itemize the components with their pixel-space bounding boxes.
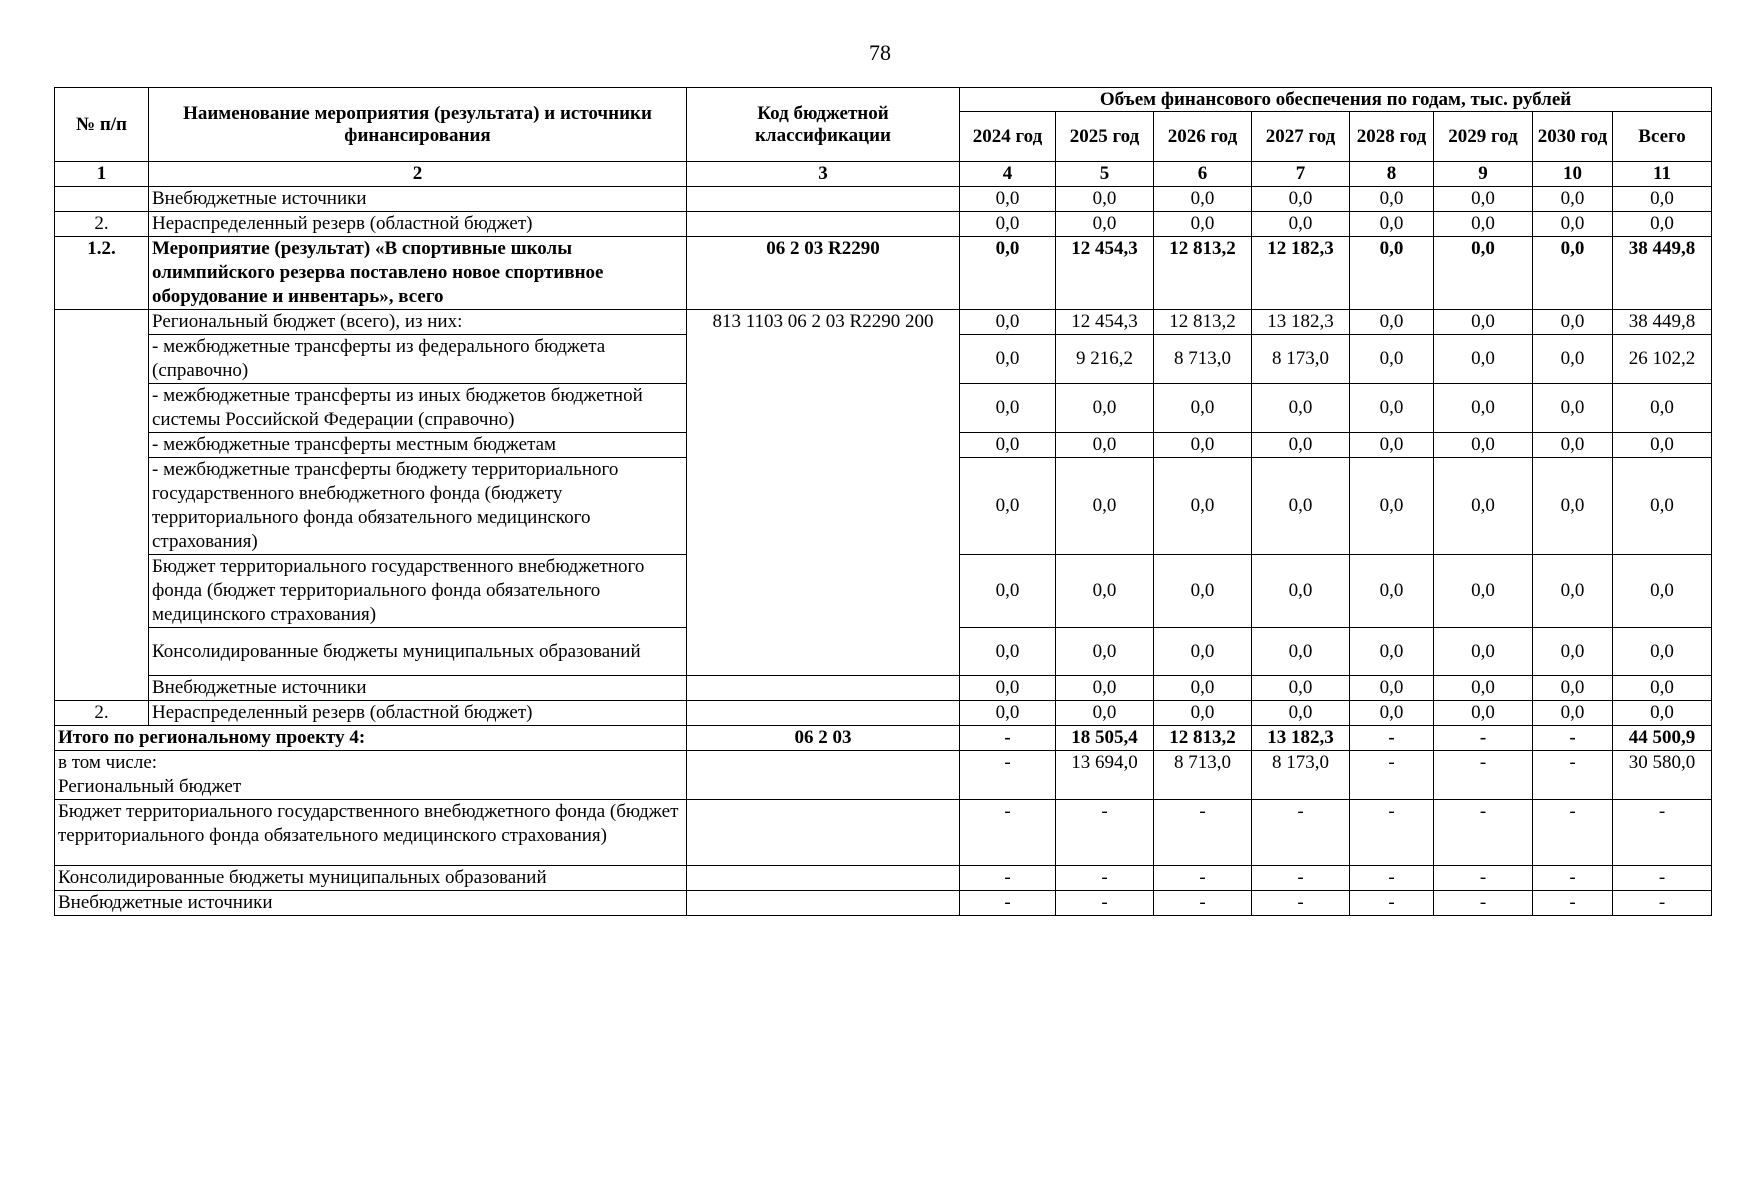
value-cell: 0,0 <box>1533 433 1613 458</box>
value-cell: 0,0 <box>1613 676 1712 701</box>
value-cell: 0,0 <box>1350 187 1434 212</box>
value-cell: 0,0 <box>960 212 1056 237</box>
header-name: Наименование мероприятия (результата) и источники финансирования <box>149 88 687 162</box>
total-code-cell <box>687 891 960 916</box>
total-value-cell: - <box>960 800 1056 866</box>
value-cell: 0,0 <box>960 628 1056 676</box>
value-cell: 0,0 <box>1350 458 1434 555</box>
row-num-cell <box>55 187 149 212</box>
header-year: 2024 год <box>960 112 1056 162</box>
value-cell: 0,0 <box>1533 187 1613 212</box>
total-label-cell: Итого по региональному проекту 4: <box>55 726 687 751</box>
total-value-cell: - <box>1056 800 1154 866</box>
total-value-cell: - <box>1533 751 1613 800</box>
header-total: Всего <box>1613 112 1712 162</box>
value-cell: 0,0 <box>1350 237 1434 310</box>
value-cell: 0,0 <box>1434 628 1533 676</box>
value-cell: 0,0 <box>1154 187 1252 212</box>
row-name-cell: Нераспределенный резерв (областной бюджет) <box>149 701 687 726</box>
total-value-cell: - <box>1056 866 1154 891</box>
index-cell: 9 <box>1434 162 1533 187</box>
value-cell: 0,0 <box>1056 187 1154 212</box>
value-cell: 0,0 <box>1434 187 1533 212</box>
value-cell: 0,0 <box>1056 555 1154 628</box>
value-cell: 0,0 <box>960 676 1056 701</box>
index-cell: 4 <box>960 162 1056 187</box>
index-cell: 3 <box>687 162 960 187</box>
row-code-cell <box>687 187 960 212</box>
total-value-cell: - <box>1533 800 1613 866</box>
header-year: 2025 год <box>1056 112 1154 162</box>
value-cell: 0,0 <box>1434 384 1533 433</box>
row-name-cell: - межбюджетные трансферты бюджету территориального государственного внебюджетного фонда (бюджету территориального фонда обязательного медицинского страхования) <box>149 458 687 555</box>
table-row <box>55 676 1712 701</box>
header-year: 2027 год <box>1252 112 1350 162</box>
value-cell: 9 216,2 <box>1056 335 1154 384</box>
header-year: 2029 год <box>1434 112 1533 162</box>
header-year: 2030 год <box>1533 112 1613 162</box>
total-regional-row <box>55 751 1712 800</box>
index-cell: 5 <box>1056 162 1154 187</box>
row-code-cell <box>687 212 960 237</box>
value-cell: 0,0 <box>1434 335 1533 384</box>
index-cell: 7 <box>1252 162 1350 187</box>
total-value-cell: 13 694,0 <box>1056 751 1154 800</box>
table-row <box>55 187 1712 212</box>
value-cell: 0,0 <box>1154 555 1252 628</box>
value-cell: 38 449,8 <box>1613 310 1712 335</box>
total-value-cell: - <box>960 891 1056 916</box>
value-cell: 0,0 <box>1252 212 1350 237</box>
total-value-cell: - <box>1434 800 1533 866</box>
total-value-cell: - <box>1533 866 1613 891</box>
value-cell: 0,0 <box>960 237 1056 310</box>
row-name-cell: - межбюджетные трансферты из иных бюджетов бюджетной системы Российской Федерации (справочно) <box>149 384 687 433</box>
value-cell: 0,0 <box>1434 212 1533 237</box>
row-code-cell: 06 2 03 R2290 <box>687 237 960 310</box>
row-name-cell: Внебюджетные источники <box>149 676 687 701</box>
value-cell: 0,0 <box>1533 212 1613 237</box>
total-value-cell: - <box>1434 866 1533 891</box>
value-cell: 0,0 <box>1533 237 1613 310</box>
total-value-cell: 13 182,3 <box>1252 726 1350 751</box>
value-cell: 0,0 <box>1533 335 1613 384</box>
total-value-cell: - <box>1533 891 1613 916</box>
total-value-cell: - <box>1533 726 1613 751</box>
value-cell: 26 102,2 <box>1613 335 1712 384</box>
value-cell: 0,0 <box>1613 187 1712 212</box>
value-cell: 0,0 <box>1434 310 1533 335</box>
value-cell: 0,0 <box>960 555 1056 628</box>
total-value-cell: - <box>1252 866 1350 891</box>
header-num: № п/п <box>55 88 149 162</box>
total-value-cell: - <box>960 866 1056 891</box>
value-cell: 13 182,3 <box>1252 310 1350 335</box>
row-name-cell: Мероприятие (результат) «В спортивные школы олимпийского резерва поставлено новое спортивное оборудование и инвентарь», всего <box>149 237 687 310</box>
value-cell: 0,0 <box>960 701 1056 726</box>
row-code-cell: 813 1103 06 2 03 R2290 200 <box>687 310 960 676</box>
total-value-cell: - <box>1252 800 1350 866</box>
total-value-cell: - <box>1056 891 1154 916</box>
total-value-cell: - <box>1154 891 1252 916</box>
value-cell: 0,0 <box>1056 212 1154 237</box>
row-num-cell <box>55 310 149 701</box>
value-cell: 0,0 <box>1434 458 1533 555</box>
value-cell: 0,0 <box>1252 676 1350 701</box>
value-cell: 0,0 <box>1434 555 1533 628</box>
value-cell: 0,0 <box>1533 310 1613 335</box>
value-cell: 0,0 <box>1434 237 1533 310</box>
total-code-cell <box>687 866 960 891</box>
row-name-cell: - межбюджетные трансферты из федерального бюджета (справочно) <box>149 335 687 384</box>
value-cell: 0,0 <box>1252 701 1350 726</box>
value-cell: 0,0 <box>1350 310 1434 335</box>
total-value-cell: 44 500,9 <box>1613 726 1712 751</box>
total-municipal-row <box>55 866 1712 891</box>
header-year: 2026 год <box>1154 112 1252 162</box>
total-value-cell: 18 505,4 <box>1056 726 1154 751</box>
page-number: 78 <box>869 40 891 65</box>
value-cell: 0,0 <box>1056 701 1154 726</box>
table-row <box>55 701 1712 726</box>
total-value-cell: - <box>1154 800 1252 866</box>
value-cell: 38 449,8 <box>1613 237 1712 310</box>
index-cell: 1 <box>55 162 149 187</box>
total-value-cell: - <box>1350 800 1434 866</box>
value-cell: 0,0 <box>1154 212 1252 237</box>
total-label-cell: Бюджет территориального государственного внебюджетного фонда (бюджет территориального фонда обязательного медицинского страхования) <box>55 800 687 866</box>
total-value-cell: - <box>1613 866 1712 891</box>
total-code-cell <box>687 800 960 866</box>
value-cell: 0,0 <box>1613 212 1712 237</box>
row-code-cell <box>687 701 960 726</box>
value-cell: 0,0 <box>1252 628 1350 676</box>
index-cell: 11 <box>1613 162 1712 187</box>
total-value-cell: - <box>1154 866 1252 891</box>
row-name-cell: Бюджет территориального государственного внебюджетного фонда (бюджет территориального фонда обязательного медицинского страхования) <box>149 555 687 628</box>
total-value-cell: - <box>1613 800 1712 866</box>
value-cell: 0,0 <box>1613 433 1712 458</box>
value-cell: 0,0 <box>1350 384 1434 433</box>
value-cell: 0,0 <box>1350 212 1434 237</box>
value-cell: 0,0 <box>1613 555 1712 628</box>
table-row <box>55 237 1712 310</box>
value-cell: 0,0 <box>1350 701 1434 726</box>
value-cell: 0,0 <box>1252 458 1350 555</box>
value-cell: 0,0 <box>1350 335 1434 384</box>
total-value-cell: - <box>960 726 1056 751</box>
total-value-cell: 8 173,0 <box>1252 751 1350 800</box>
value-cell: 0,0 <box>1613 384 1712 433</box>
total-label-cell: в том числе: Региональный бюджет <box>55 751 687 800</box>
total-value-cell: 8 713,0 <box>1154 751 1252 800</box>
value-cell: 0,0 <box>1613 701 1712 726</box>
value-cell: 0,0 <box>1154 628 1252 676</box>
total-fund-row <box>55 800 1712 866</box>
value-cell: 0,0 <box>960 458 1056 555</box>
index-row <box>55 162 1712 187</box>
total-value-cell: - <box>960 751 1056 800</box>
value-cell: 12 182,3 <box>1252 237 1350 310</box>
budget-table <box>54 87 1712 916</box>
row-name-cell: Внебюджетные источники <box>149 187 687 212</box>
value-cell: 0,0 <box>1533 458 1613 555</box>
value-cell: 0,0 <box>1154 458 1252 555</box>
value-cell: 12 813,2 <box>1154 237 1252 310</box>
value-cell: 0,0 <box>1252 433 1350 458</box>
table-row <box>55 310 1712 335</box>
value-cell: 0,0 <box>960 384 1056 433</box>
value-cell: 8 173,0 <box>1252 335 1350 384</box>
index-cell: 6 <box>1154 162 1252 187</box>
value-cell: 0,0 <box>1434 433 1533 458</box>
value-cell: 0,0 <box>1350 433 1434 458</box>
value-cell: 0,0 <box>1533 384 1613 433</box>
value-cell: 0,0 <box>1154 676 1252 701</box>
value-cell: 0,0 <box>960 335 1056 384</box>
value-cell: 0,0 <box>1252 555 1350 628</box>
row-name-cell: Региональный бюджет (всего), из них: <box>149 310 687 335</box>
value-cell: 0,0 <box>1350 628 1434 676</box>
total-code-cell: 06 2 03 <box>687 726 960 751</box>
table-row <box>55 212 1712 237</box>
value-cell: 0,0 <box>1252 187 1350 212</box>
total-value-cell: - <box>1350 751 1434 800</box>
value-cell: 8 713,0 <box>1154 335 1252 384</box>
value-cell: 0,0 <box>1056 384 1154 433</box>
total-value-cell: 12 813,2 <box>1154 726 1252 751</box>
value-cell: 0,0 <box>1533 555 1613 628</box>
index-cell: 10 <box>1533 162 1613 187</box>
value-cell: 0,0 <box>960 433 1056 458</box>
row-num-cell: 1.2. <box>55 237 149 310</box>
total-value-cell: - <box>1434 751 1533 800</box>
total-label-cell: Консолидированные бюджеты муниципальных образований <box>55 866 687 891</box>
value-cell: 0,0 <box>1533 701 1613 726</box>
total-label-cell: Внебюджетные источники <box>55 891 687 916</box>
total-code-cell <box>687 751 960 800</box>
header-volume: Объем финансового обеспечения по годам, тыс. рублей <box>960 88 1712 112</box>
total-value-cell: - <box>1613 891 1712 916</box>
value-cell: 0,0 <box>1434 701 1533 726</box>
value-cell: 0,0 <box>1533 676 1613 701</box>
value-cell: 12 813,2 <box>1154 310 1252 335</box>
row-name-cell: Консолидированные бюджеты муниципальных образований <box>149 628 687 676</box>
value-cell: 0,0 <box>1434 676 1533 701</box>
value-cell: 0,0 <box>1056 458 1154 555</box>
value-cell: 0,0 <box>1154 384 1252 433</box>
index-cell: 8 <box>1350 162 1434 187</box>
value-cell: 0,0 <box>1533 628 1613 676</box>
header-year: 2028 год <box>1350 112 1434 162</box>
value-cell: 0,0 <box>1350 555 1434 628</box>
value-cell: 0,0 <box>1252 384 1350 433</box>
value-cell: 12 454,3 <box>1056 310 1154 335</box>
total-extra-row <box>55 891 1712 916</box>
total-value-cell: - <box>1350 866 1434 891</box>
value-cell: 0,0 <box>960 187 1056 212</box>
total-value-cell: - <box>1350 891 1434 916</box>
value-cell: 0,0 <box>960 310 1056 335</box>
total-value-cell: - <box>1350 726 1434 751</box>
value-cell: 0,0 <box>1056 676 1154 701</box>
total-value-cell: - <box>1434 891 1533 916</box>
row-code-cell <box>687 676 960 701</box>
row-name-cell: Нераспределенный резерв (областной бюджет) <box>149 212 687 237</box>
value-cell: 12 454,3 <box>1056 237 1154 310</box>
value-cell: 0,0 <box>1056 433 1154 458</box>
row-num-cell: 2. <box>55 701 149 726</box>
total-value-cell: 30 580,0 <box>1613 751 1712 800</box>
total-row <box>55 726 1712 751</box>
row-name-cell: - межбюджетные трансферты местным бюджетам <box>149 433 687 458</box>
value-cell: 0,0 <box>1154 433 1252 458</box>
row-num-cell: 2. <box>55 212 149 237</box>
total-value-cell: - <box>1434 726 1533 751</box>
value-cell: 0,0 <box>1613 458 1712 555</box>
index-cell: 2 <box>149 162 687 187</box>
value-cell: 0,0 <box>1350 676 1434 701</box>
value-cell: 0,0 <box>1154 701 1252 726</box>
value-cell: 0,0 <box>1613 628 1712 676</box>
value-cell: 0,0 <box>1056 628 1154 676</box>
total-value-cell: - <box>1252 891 1350 916</box>
header-code: Код бюджетной классификации <box>687 88 960 162</box>
